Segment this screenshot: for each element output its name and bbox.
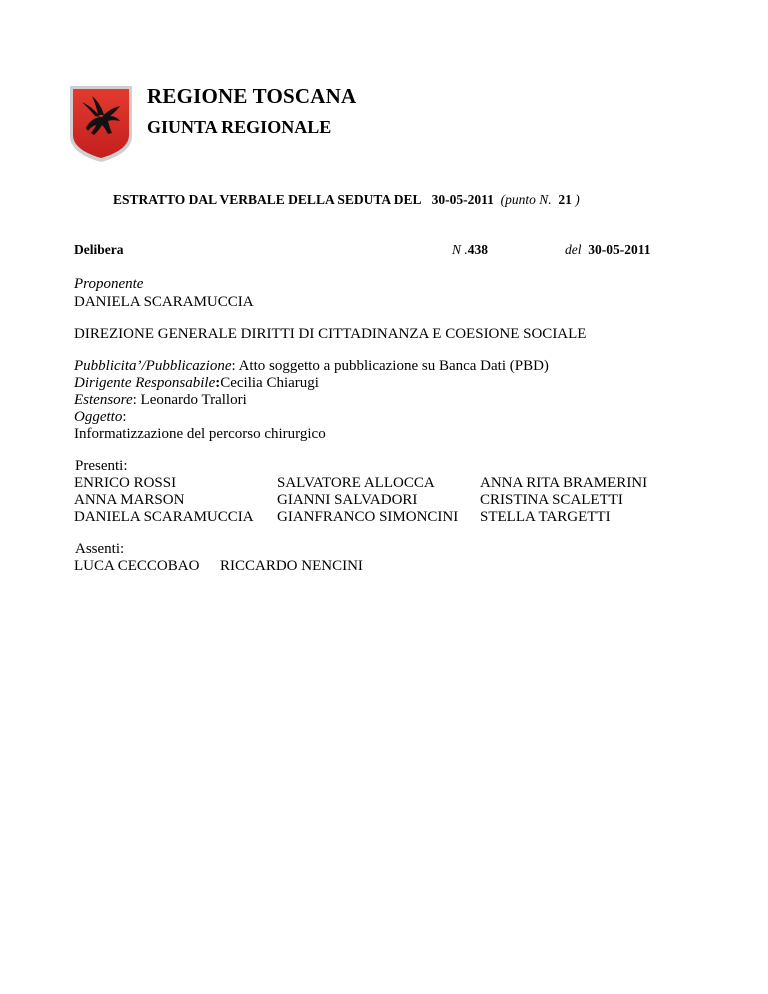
council-title: GIUNTA REGIONALE (147, 117, 332, 137)
publication-value: : Atto soggetto a pubblicazione su Banca Dati (PBD) (231, 358, 549, 374)
publication-line (74, 358, 549, 375)
extract-point-label: punto N. (505, 192, 552, 207)
subject-label: Oggetto (74, 409, 123, 425)
absent-label: Assenti: (75, 541, 125, 557)
extract-date: 30-05-2011 (431, 192, 494, 207)
deliberation-number (452, 242, 488, 258)
publication-label: Pubblicita’/Pubblicazione (74, 358, 232, 374)
absent-member: LUCA CECCOBAO (74, 558, 200, 574)
manager-value: Cecilia Chiarugi (220, 375, 319, 391)
extract-point-number: 21 (558, 192, 572, 207)
manager-sep: : (215, 375, 221, 391)
extract-close-paren: ) (575, 192, 580, 207)
extract-line (113, 192, 580, 208)
region-logo (66, 84, 136, 164)
present-member: GIANFRANCO SIMONCINI (277, 509, 459, 525)
author-line (74, 392, 247, 409)
present-member: ENRICO ROSSI (74, 475, 177, 491)
extract-prefix: ESTRATTO DAL VERBALE DELLA SEDUTA DEL (113, 192, 422, 207)
author-label: Estensore (74, 392, 133, 408)
extract-open-paren: ( (500, 192, 506, 207)
subject-sep: : (122, 409, 127, 425)
deliberation-number-value: 438 (467, 242, 489, 257)
present-member: SALVATORE ALLOCCA (277, 475, 435, 491)
present-member: ANNA RITA BRAMERINI (480, 475, 648, 491)
present-member: ANNA MARSON (74, 492, 185, 508)
subject-line (74, 409, 127, 426)
manager-label: Dirigente Responsabile (74, 375, 216, 391)
manager-line (74, 375, 319, 392)
deliberation-number-label: N . (452, 242, 468, 257)
deliberation-label: Delibera (74, 242, 124, 257)
region-title: REGIONE TOSCANA (147, 84, 357, 108)
deliberation-date (565, 242, 651, 258)
deliberation-date-label: del (565, 242, 582, 257)
pegasus-coat-of-arms-icon (66, 84, 136, 164)
present-member: GIANNI SALVADORI (277, 492, 418, 508)
absent-member: RICCARDO NENCINI (220, 558, 363, 574)
present-member: CRISTINA SCALETTI (480, 492, 623, 508)
author-value: : Leonardo Trallori (132, 392, 247, 408)
present-member: STELLA TARGETTI (480, 509, 611, 525)
direction-line: DIREZIONE GENERALE DIRITTI DI CITTADINANZA E COESIONE SOCIALE (74, 326, 587, 342)
deliberation-date-value: 30-05-2011 (588, 242, 651, 257)
proponent-name: DANIELA SCARAMUCCIA (74, 294, 254, 310)
subject-value: Informatizzazione del percorso chirurgico (74, 426, 326, 442)
present-member: DANIELA SCARAMUCCIA (74, 509, 254, 525)
present-label: Presenti: (75, 458, 128, 474)
proponent-label: Proponente (74, 276, 144, 292)
